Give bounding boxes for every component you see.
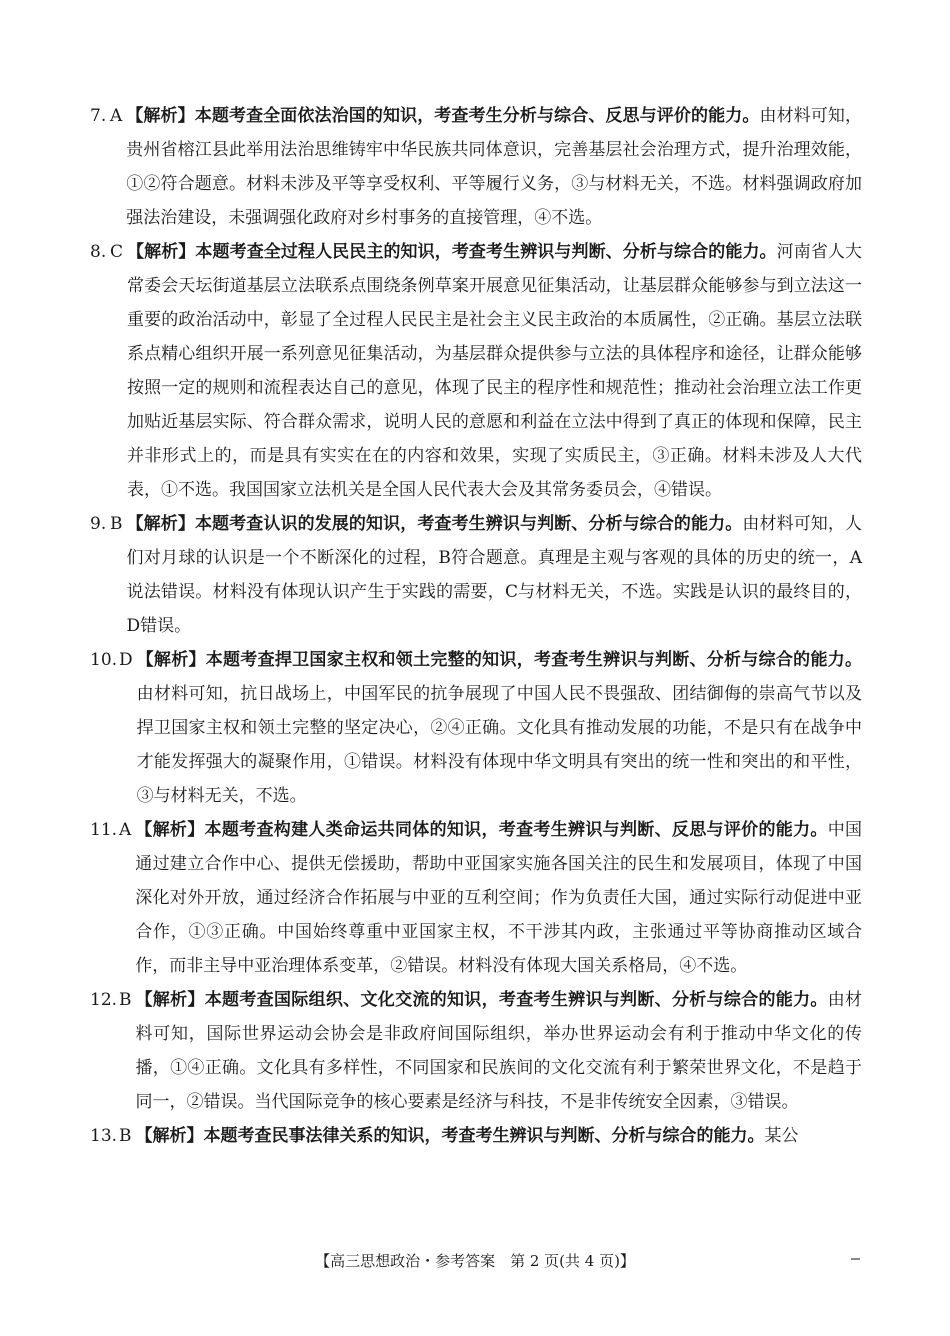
- analysis-tag: 【解析】: [126, 106, 195, 126]
- item-number: 9.: [90, 514, 107, 534]
- answer-item: [90, 813, 862, 983]
- analysis-tag: 【解析】: [135, 820, 205, 840]
- analysis-text: 某公: [764, 1126, 799, 1146]
- item-number: 10.: [90, 650, 118, 670]
- answer-item: [90, 1119, 862, 1153]
- analysis-text: 由材料可知，人们对月球的认识是一个不断深化的过程，B符合题意。真理是主观与客观的具体的历史的统一，A说法错误。材料没有体现认识产生于实践的需要，C与材料无关，不选。实践是认识的最终目的，D错误。: [126, 514, 863, 636]
- answer-item: [90, 507, 862, 643]
- analysis-tag: 【解析】: [135, 1126, 204, 1146]
- answer-list: [90, 99, 862, 1153]
- footer-mark: [851, 1258, 860, 1260]
- item-number: 12.: [90, 990, 118, 1010]
- analysis-lead: 本题考查捍卫国家主权和领土完整的知识，考查考生辨识与判断、分析与综合的能力。: [205, 650, 862, 670]
- analysis-tag: 【解析】: [135, 990, 205, 1010]
- item-answer: B: [110, 514, 123, 534]
- analysis-text: 河南省人大常委会天坛街道基层立法联系点围绕条例草案开展意见征集活动，让基层群众能够参与到立法这一重要的政治活动中，彰显了全过程人民民主是社会主义民主政治的本质属性，②正确。基层立法联系点精心组织开展一系列意见征集活动，为基层群众提供参与立法的具体程序和途径，让群众能够按照一定的规则和流程表达自己的意见，体现了民主的程序性和规范性；推动社会治理立法工作更加贴近基层实际、符合群众需求，说明人民的意愿和利益在立法中得到了真正的体现和保障，民主并非形式上的，而是具有实实在在的内容和效果，实现了实质民主，③正确。材料未涉及人大代表，①不选。我国国家立法机关是全国人民代表大会及其常务委员会，④错误。: [127, 242, 863, 500]
- item-explanation: [127, 507, 863, 643]
- analysis-lead: 本题考查认识的发展的知识，考查考生辨识与判断、分析与综合的能力。: [194, 514, 743, 534]
- analysis-lead: 本题考查民事法律关系的知识，考查考生辨识与判断、分析与综合的能力。: [203, 1126, 765, 1146]
- analysis-text: 由材料可知，贵州省榕江县此举用法治思维铸牢中华民族共同体意识，完善基层社会治理方式，提升治理效能，①②符合题意。材料未涉及平等享受权利、平等履行义务，③与材料无关，不选。材料强调政府加强法治建设，未强调强化政府对乡村事务的直接管理，④不选。: [126, 106, 863, 228]
- item-answer: A: [119, 820, 132, 840]
- analysis-tag: 【解析】: [126, 514, 195, 534]
- item-number: 11.: [90, 820, 118, 840]
- answer-item: [90, 983, 862, 1119]
- item-explanation: [136, 983, 863, 1119]
- answer-item: [90, 643, 862, 813]
- item-answer: B: [119, 990, 132, 1010]
- answer-item: [90, 99, 862, 235]
- analysis-lead: 本题考查全过程人民民主的知识，考查考生辨识与判断、分析与综合的能力。: [195, 242, 777, 262]
- analysis-text: 中国通过建立合作中心、提供无偿援助，帮助中亚国家实施各国关注的民生和发展项目，体现了中国深化对外开放，通过经济合作拓展与中亚的互利空间；作为负责任大国，通过实际行动促进中亚合作，①③正确。中国始终尊重中亚国家主权，不干涉其内政，主张通过平等协商推动区域合作，而非主导中亚治理体系变革，②错误。材料没有体现大国关系格局，④不选。: [135, 820, 863, 976]
- analysis-tag: 【解析】: [136, 650, 206, 670]
- analysis-lead: 本题考查国际组织、文化交流的知识，考查考生辨识与判断、分析与综合的能力。: [204, 990, 828, 1010]
- analysis-text: 由材料可知，国际世界运动会协会是非政府间国际组织，举办世界运动会有利于推动中华文化的传播，①④正确。文化具有多样性，不同国家和民族间的文化交流有利于繁荣世界文化，不是趋于同一，②错误。当代国际竞争的核心要素是经济与科技，不是非传统安全因素，③错误。: [135, 990, 863, 1112]
- analysis-lead: 本题考查构建人类命运共同体的知识，考查考生辨识与判断、反思与评价的能力。: [204, 820, 828, 840]
- item-answer: C: [110, 242, 124, 262]
- item-number: 13.: [90, 1126, 118, 1146]
- item-number: 8.: [90, 242, 107, 262]
- analysis-lead: 本题考查全面依法治国的知识，考查考生分析与综合、反思与评价的能力。: [194, 106, 760, 126]
- item-explanation: [137, 643, 862, 813]
- item-answer: B: [119, 1126, 132, 1146]
- item-number: 7.: [90, 106, 107, 126]
- analysis-text: 由材料可知，抗日战场上，中国军民的抗争展现了中国人民不畏强敌、团结御侮的崇高气节以及捍卫国家主权和领土完整的坚定决心，②④正确。文化具有推动发展的功能，不是只有在战争中才能发挥强大的凝聚作用，①错误。材料没有体现中华文明具有突出的统一性和突出的和平性，③与材料无关，不选。: [136, 684, 862, 806]
- answer-item: [90, 235, 862, 507]
- item-explanation: [136, 1119, 863, 1153]
- item-explanation: [126, 99, 862, 235]
- item-explanation: [135, 813, 862, 983]
- item-explanation: [127, 235, 862, 507]
- item-answer: D: [119, 650, 133, 670]
- page-footer: 【高三思想政治・参考答案 第 2 页(共 4 页)】: [315, 1252, 635, 1270]
- analysis-tag: 【解析】: [127, 242, 196, 262]
- item-answer: A: [110, 106, 123, 126]
